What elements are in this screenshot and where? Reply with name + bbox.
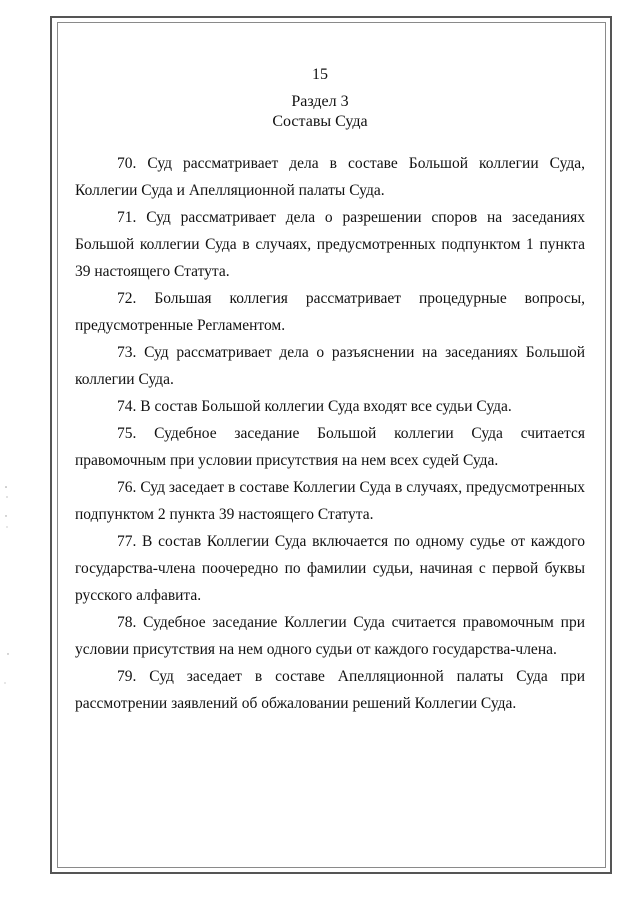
scan-margin-specks [0, 0, 50, 905]
paragraph-71: 71. Суд рассматривает дела о разрешении споров на заседаниях Большой коллегии Суда в случаях, предусмотренных подпунктом 1 пункта 39 настоящего Статута. [75, 209, 585, 280]
paragraph-79: 79. Суд заседает в составе Апелляционной палаты Суда при рассмотрении заявлений об обжаловании решений Коллегии Суда. [75, 668, 585, 712]
paragraph-78: 78. Судебное заседание Коллегии Суда считается правомочным при условии присутствия на нем одного судьи от каждого государства-члена. [75, 614, 585, 658]
paragraph-72: 72. Большая коллегия рассматривает процедурные вопросы, предусмотренные Регламентом. [75, 290, 585, 334]
paragraph-76: 76. Суд заседает в составе Коллегии Суда в случаях, предусмотренных подпунктом 2 пункта 39 настоящего Статута. [75, 479, 585, 523]
section-label: Раздел 3 [291, 93, 349, 110]
paragraph-74: 74. В состав Большой коллегии Суда входят все судьи Суда. [117, 398, 512, 415]
paragraph-77: 77. В состав Коллегии Суда включается по одному судье от каждого государства-члена поочередно по фамилии судьи, начиная с первой буквы русского алфавита. [75, 533, 585, 604]
paragraph-70: 70. Суд рассматривает дела в составе Большой коллегии Суда, Коллегии Суда и Апелляционной палаты Суда. [75, 155, 585, 199]
paragraph-75: 75. Судебное заседание Большой коллегии Суда считается правомочным при условии присутствия на нем всех судей Суда. [75, 425, 585, 469]
document-body [75, 150, 585, 717]
paragraph-73: 73. Суд рассматривает дела о разъяснении на заседаниях Большой коллегии Суда. [75, 344, 585, 388]
page-number: 15 [312, 66, 328, 83]
section-title: Составы Суда [272, 113, 368, 130]
